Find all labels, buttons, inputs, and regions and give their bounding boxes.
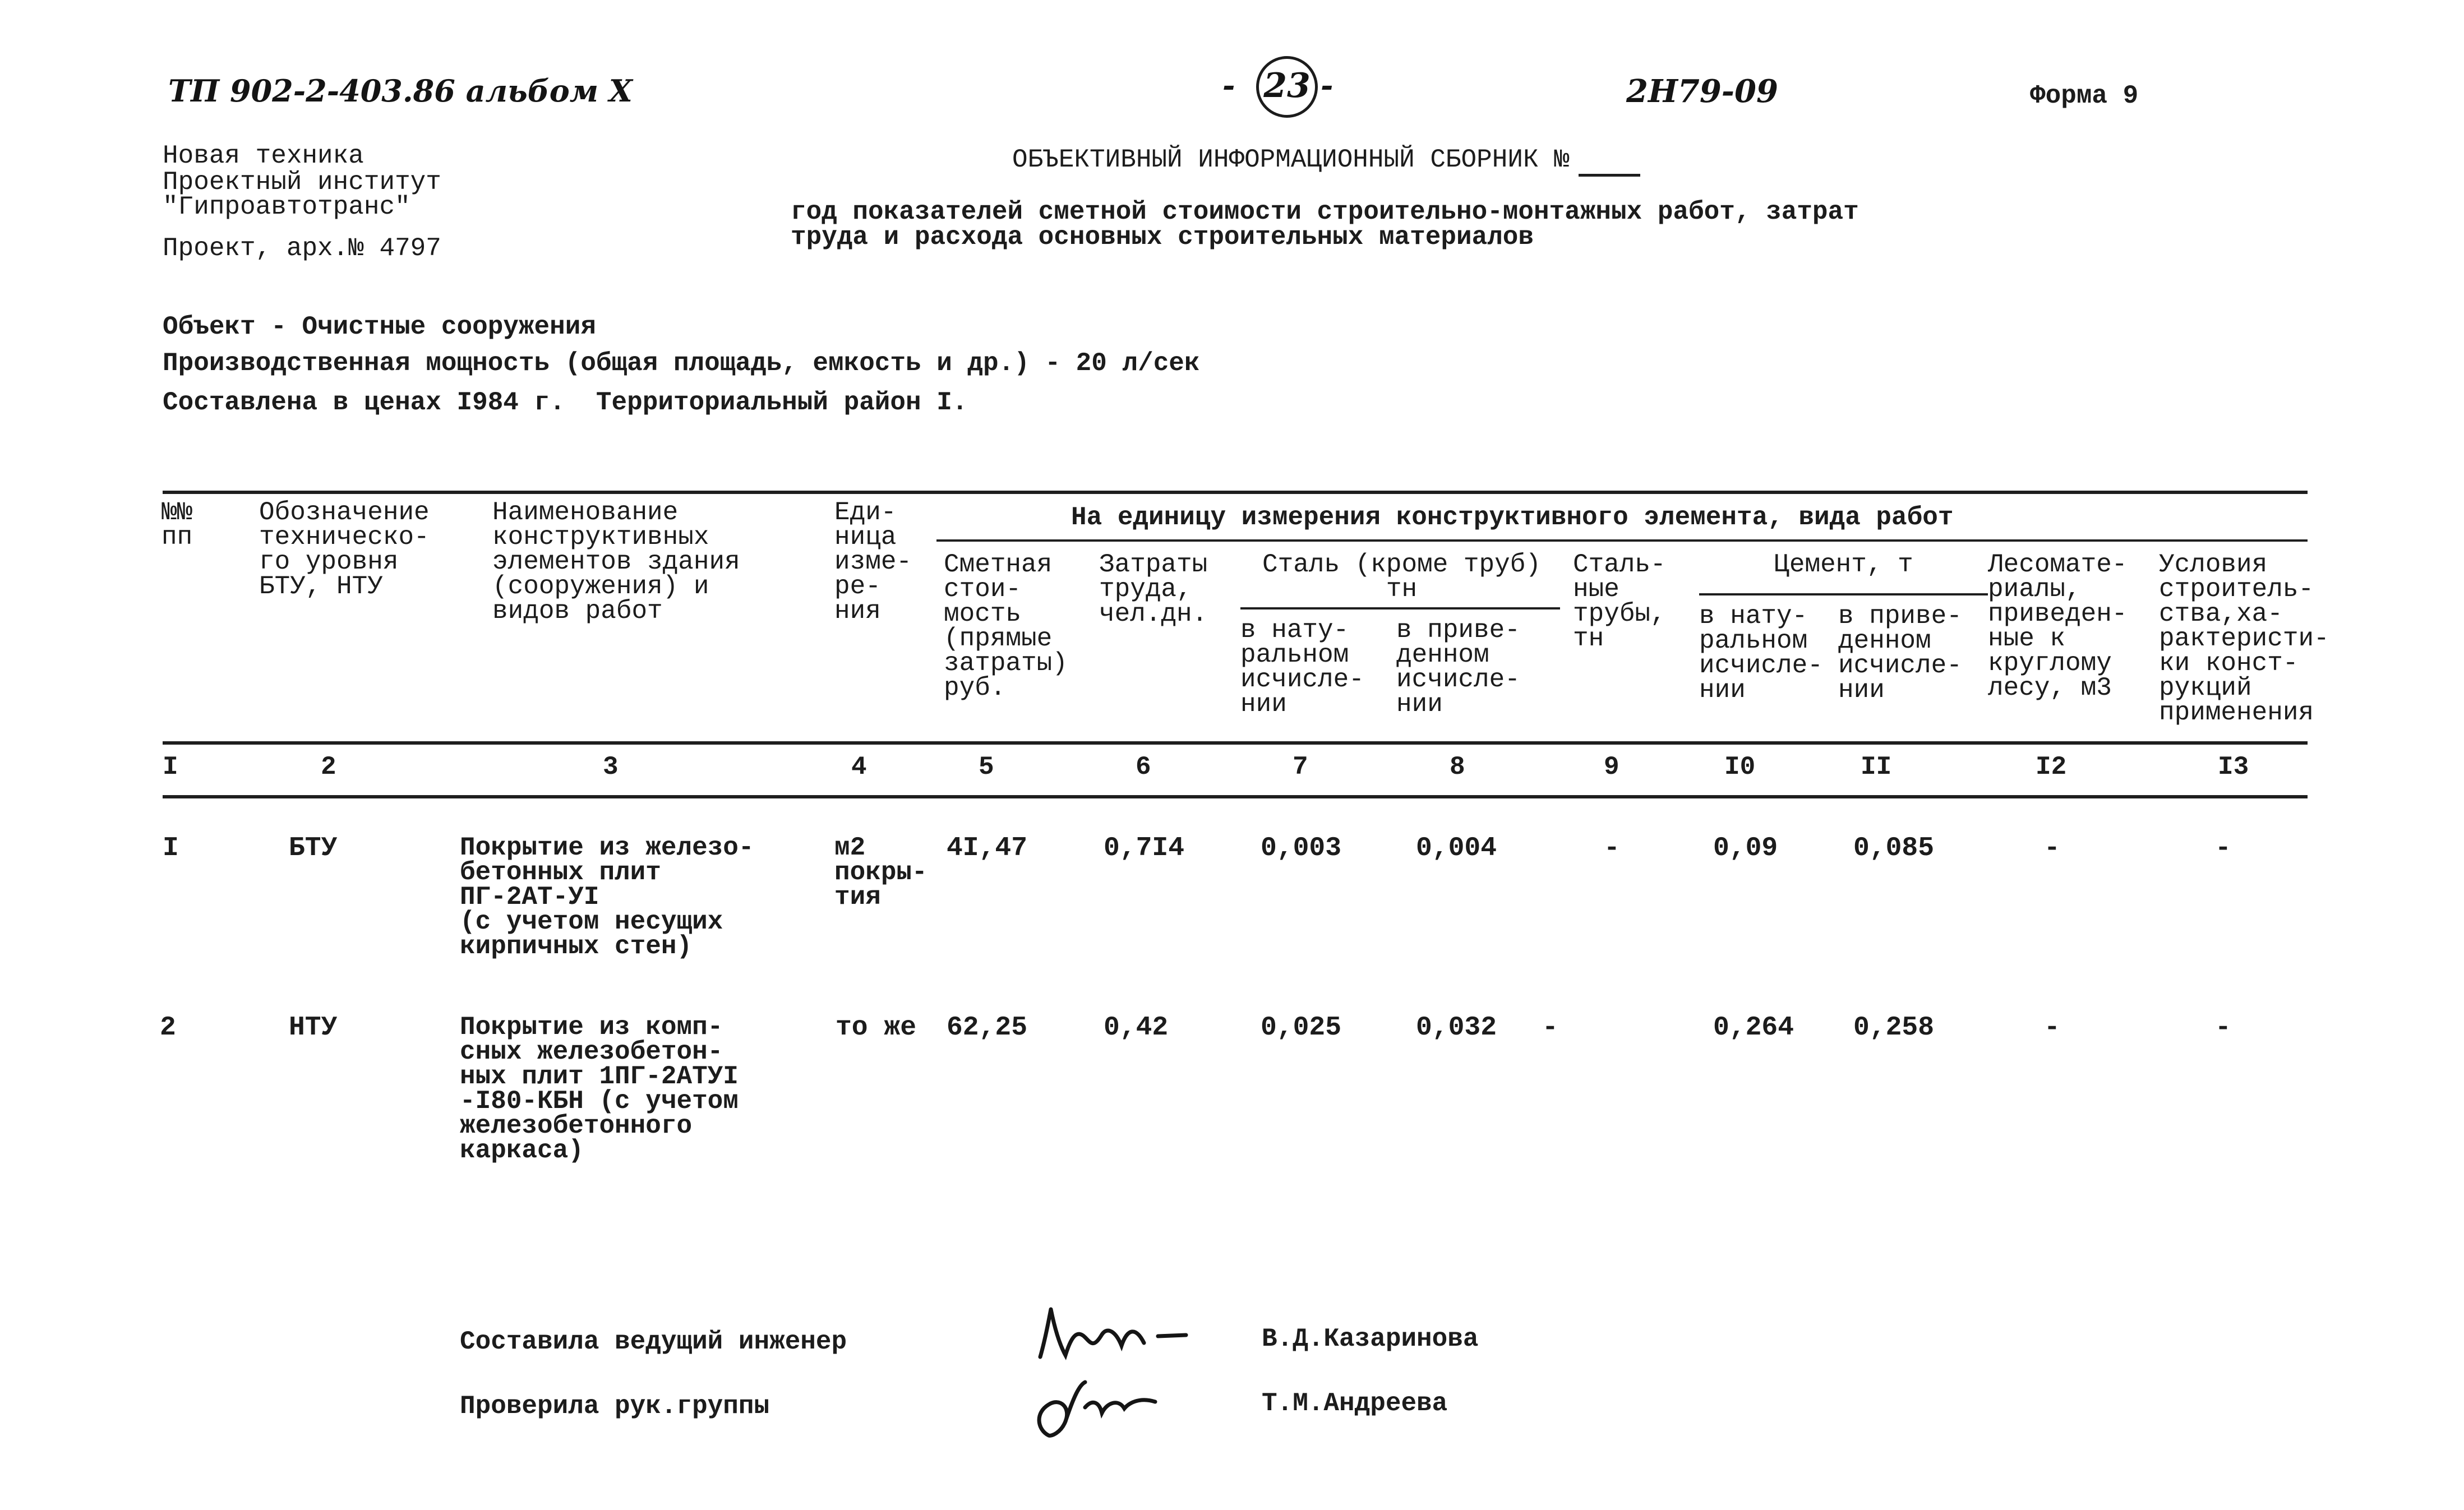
- org-line-1: Новая техника: [163, 141, 364, 170]
- row-steel-natural: 0,025: [1261, 1013, 1342, 1043]
- row-name: Покрытие из железо- бетонных плит ПГ-2АТ-УI (с учетом несущих кирпичных стен): [460, 833, 754, 961]
- col-num-13: I3: [2218, 752, 2249, 782]
- row-labor: 0,7I4: [1104, 833, 1185, 863]
- collection-number-blank: [1579, 174, 1640, 177]
- col-header-cost: Сметная стои- мость (прямые затраты) руб.: [944, 550, 1068, 703]
- page-number: 23: [1263, 66, 1311, 105]
- compiled-signature: [1032, 1304, 1200, 1365]
- collection-title: ОБЪЕКТИВНЫЙ ИНФОРМАЦИОННЫЙ СБОРНИК №: [1012, 145, 1570, 174]
- table-top-rule: [163, 491, 2308, 494]
- compiled-by-label: Составила ведущий инженер: [460, 1327, 847, 1356]
- row-labor: 0,42: [1104, 1013, 1169, 1043]
- row-pipes: -: [1542, 1013, 1558, 1043]
- table-span-rule: [936, 539, 2308, 542]
- row-number: 2: [160, 1013, 176, 1043]
- col-header-cement-natural: в нату- ральном исчисле- нии: [1699, 602, 1823, 705]
- row-name: Покрытие из комп- сных железобетон- ных плит 1ПГ-2АТУI -I80-КБН (с учетом железобетонного каркаса): [460, 1013, 739, 1165]
- subtitle-line-2: труда и расхода основных строительных материалов: [791, 223, 1534, 252]
- checked-by-name: Т.М.Андреева: [1262, 1389, 1448, 1418]
- col-header-cement-group: Цемент, т: [1774, 550, 1913, 579]
- col-header-number: №№ пп: [162, 498, 193, 552]
- prices-line: Составлена в ценах I984 г. Территориальный район I.: [163, 388, 968, 417]
- col-header-steel-natural: в нату- ральном исчисле- нии: [1240, 616, 1364, 719]
- col-num-7: 7: [1293, 752, 1308, 782]
- page-number-dash-left: -: [1222, 67, 1235, 103]
- row-steel-reduced: 0,004: [1416, 833, 1497, 863]
- steel-group-rule: [1240, 607, 1560, 609]
- row-number: I: [163, 833, 179, 863]
- col-num-5: 5: [979, 752, 994, 782]
- col-header-unit: Еди- ница изме- ре- ния: [834, 498, 912, 626]
- col-header-steel-reduced: в приве- денном исчисле- нии: [1396, 616, 1520, 719]
- row-cost: 4I,47: [947, 833, 1028, 863]
- col-num-4: 4: [851, 752, 867, 782]
- row-timber: -: [2044, 833, 2060, 863]
- row-timber: -: [2044, 1013, 2060, 1043]
- row-conditions: -: [2215, 833, 2231, 863]
- page-number-dash-right: -: [1321, 67, 1333, 103]
- org-project-number: Проект, арх.№ 4797: [163, 234, 441, 263]
- header-bottom-rule: [163, 741, 2308, 745]
- capacity-line: Производственная мощность (общая площадь, емкость и др.) - 20 л/сек: [163, 349, 1200, 378]
- row-pipes: -: [1604, 833, 1620, 863]
- row-steel-reduced: 0,032: [1416, 1013, 1497, 1043]
- col-num-12: I2: [2036, 752, 2067, 782]
- col-num-8: 8: [1450, 752, 1465, 782]
- row-cement-natural: 0,09: [1713, 833, 1778, 863]
- col-header-level: Обозначение техническо- го уровня БТУ, НТУ: [259, 498, 430, 601]
- org-line-3: "Гипроавтотранс": [163, 192, 410, 221]
- col-num-9: 9: [1604, 752, 1619, 782]
- row-cost: 62,25: [947, 1013, 1028, 1043]
- row-level: БТУ: [289, 833, 338, 863]
- row-cement-reduced: 0,085: [1853, 833, 1935, 863]
- row-conditions: -: [2215, 1013, 2231, 1043]
- col-header-pipes: Сталь- ные трубы, тн: [1573, 550, 1666, 653]
- catalog-number-handwritten: 2Н79-09: [1626, 73, 1778, 110]
- row-cement-reduced: 0,258: [1853, 1013, 1935, 1043]
- compiled-by-name: В.Д.Казаринова: [1262, 1324, 1479, 1354]
- col-header-cement-reduced: в приве- денном исчисле- нии: [1838, 602, 1962, 705]
- col-header-steel-group: Сталь (кроме труб) тн: [1262, 550, 1541, 604]
- col-num-2: 2: [321, 752, 336, 782]
- col-header-timber: Лесомате- риалы, приведен- ные к круглому лесу, м3: [1988, 550, 2128, 703]
- col-numbers-rule: [163, 795, 2308, 798]
- checked-signature: [1026, 1374, 1172, 1447]
- col-num-10: I0: [1724, 752, 1756, 782]
- col-num-11: II: [1861, 752, 1892, 782]
- col-num-6: 6: [1136, 752, 1151, 782]
- row-steel-natural: 0,003: [1261, 833, 1342, 863]
- doc-code-handwritten: ТП 902-2-403.86 альбом X: [168, 73, 633, 109]
- checked-by-label: Проверила рук.группы: [460, 1392, 770, 1421]
- header-span: На единицу измерения конструктивного элемента, вида работ: [1071, 503, 1954, 532]
- form-label: Форма 9: [2030, 81, 2139, 110]
- org-line-2: Проектный институт: [163, 168, 441, 197]
- col-header-name: Наименование конструктивных элементов здания (сооружения) и видов работ: [492, 498, 740, 626]
- row-level: НТУ: [289, 1013, 338, 1043]
- col-header-labor: Затраты труда, чел.дн.: [1099, 550, 1208, 629]
- cement-group-rule: [1699, 593, 1988, 595]
- col-num-1: I: [163, 752, 178, 782]
- col-num-3: 3: [603, 752, 619, 782]
- object-name: Объект - Очистные сооружения: [163, 312, 596, 341]
- subtitle-line-1: год показателей сметной стоимости строительно-монтажных работ, затрат: [791, 197, 1859, 227]
- col-header-conditions: Условия строитель- ства,ха- рактеристи- ки конст- рукций применения: [2159, 550, 2329, 727]
- row-unit: м2 покры- тия: [834, 833, 928, 912]
- row-cement-natural: 0,264: [1713, 1013, 1794, 1043]
- row-unit: то же: [836, 1013, 917, 1043]
